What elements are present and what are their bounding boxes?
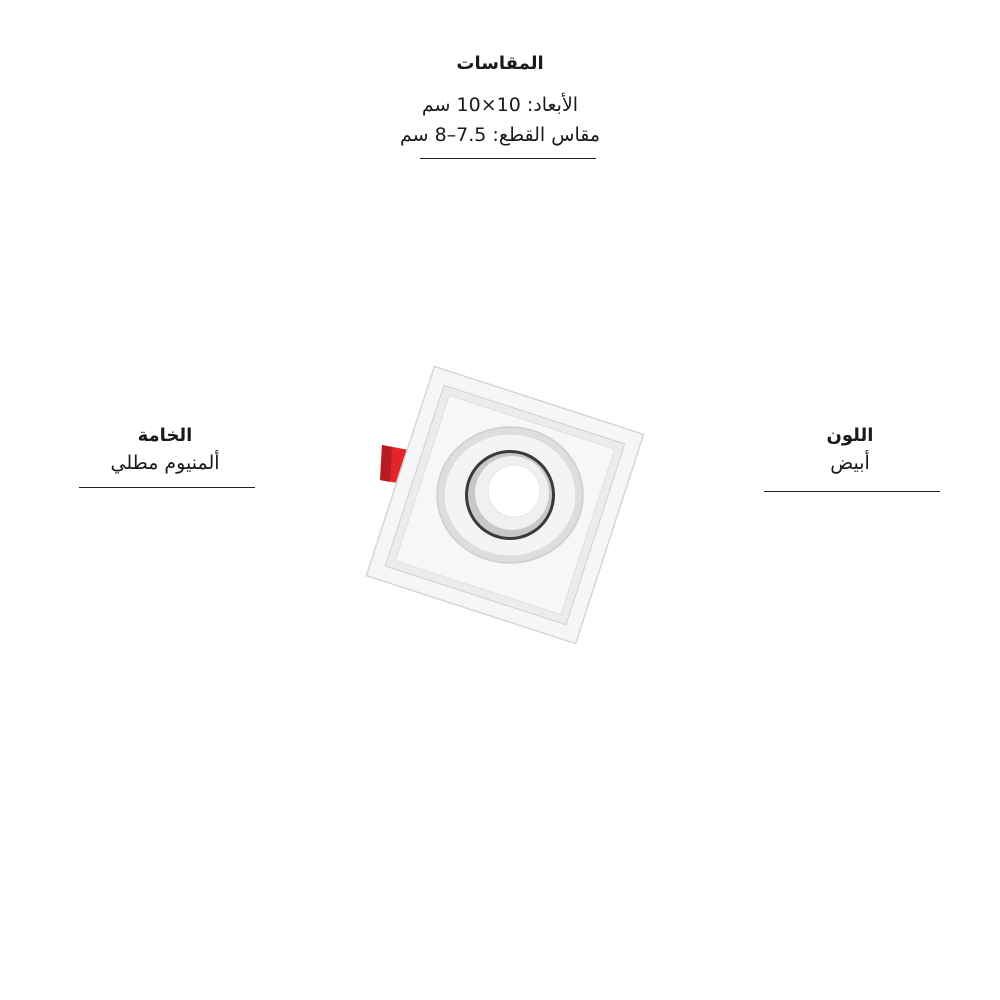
material-value: ألمنيوم مطلي <box>110 452 220 474</box>
dimensions-section <box>350 52 650 150</box>
spotlight-frame-image <box>360 360 650 650</box>
gimbal-ring <box>437 427 583 563</box>
dimensions-underline <box>420 158 596 159</box>
dimensions-title: المقاسات <box>456 53 544 74</box>
color-section <box>760 424 940 478</box>
material-underline <box>79 487 255 488</box>
color-value: أبيض <box>830 452 870 474</box>
material-section <box>70 424 260 478</box>
color-underline <box>764 491 940 492</box>
dimensions-size-text: الأبعاد: 10×10 سم <box>421 94 579 116</box>
dimensions-cutout-text: مقاس القطع: 7.5–8 سم <box>399 124 601 146</box>
color-title: اللون <box>826 425 874 446</box>
material-title: الخامة <box>137 425 193 446</box>
